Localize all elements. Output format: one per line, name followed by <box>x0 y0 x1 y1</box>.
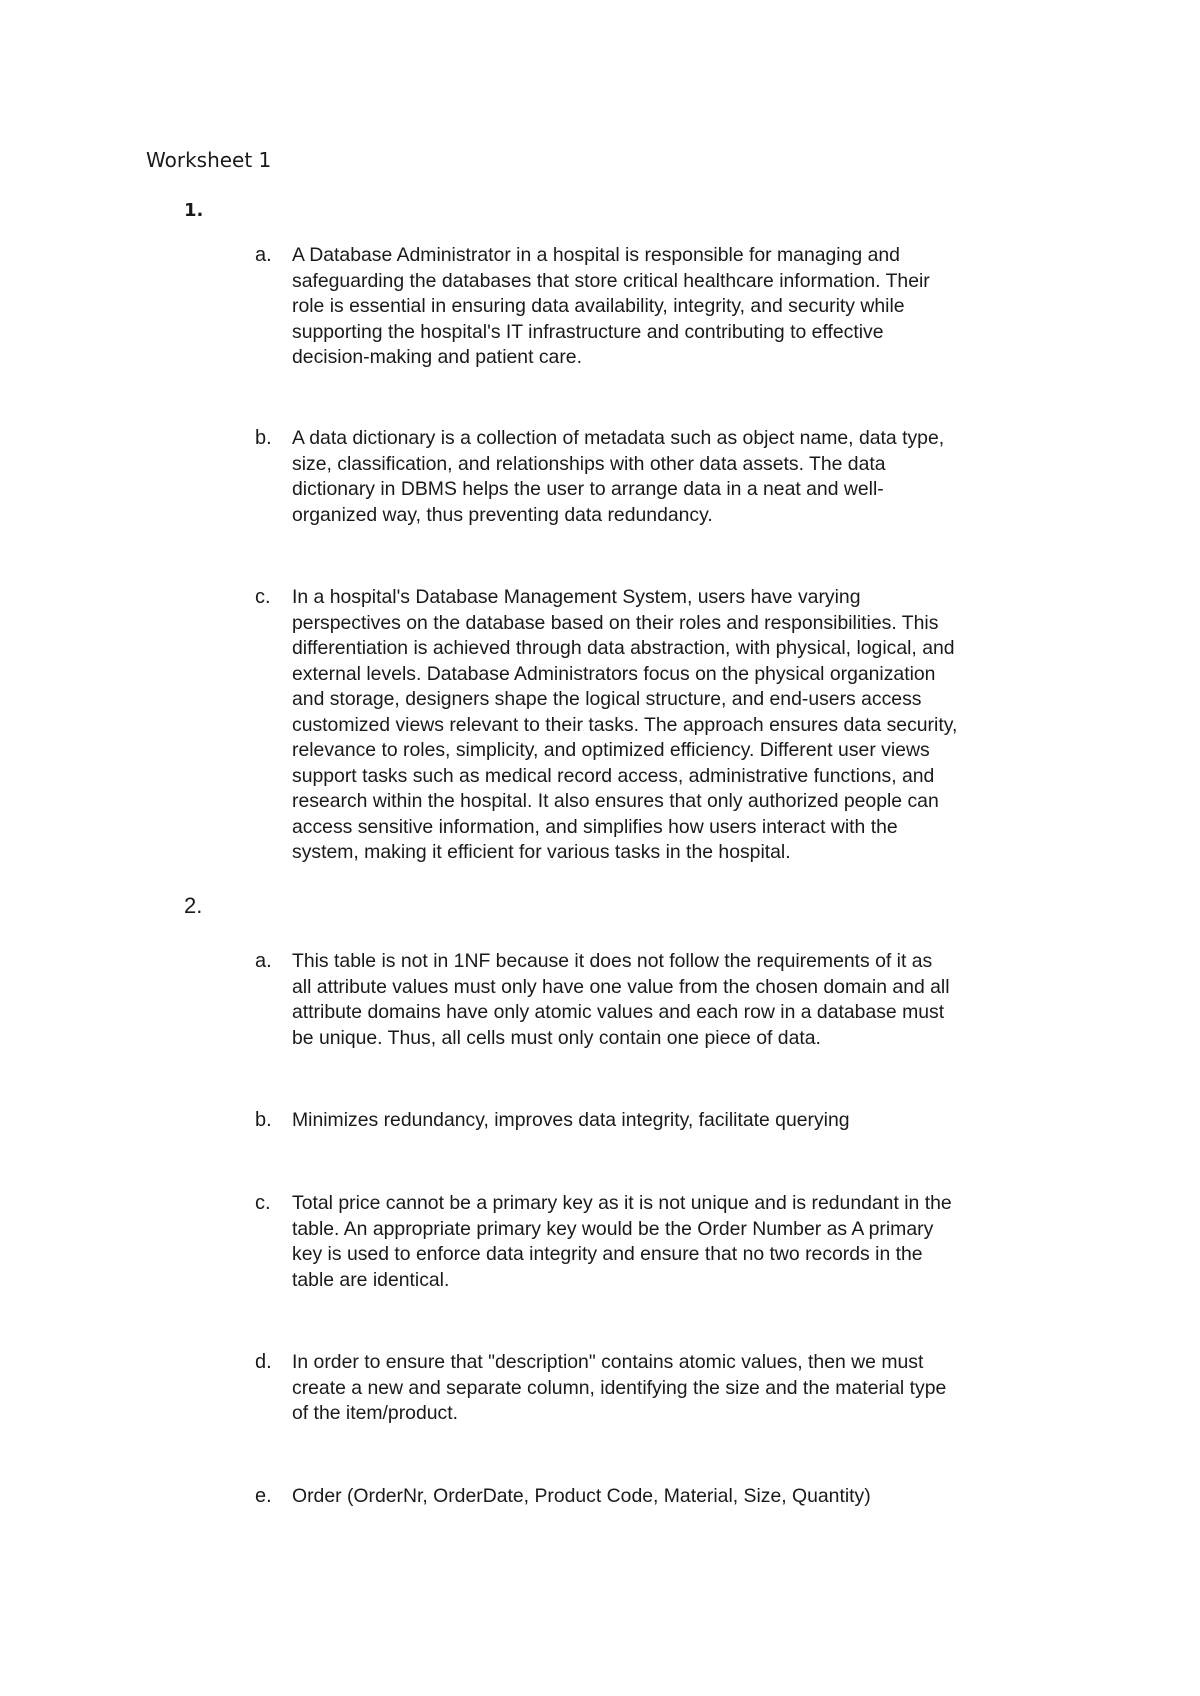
page-title: Worksheet 1 <box>146 148 272 172</box>
question-2-number: 2. <box>184 893 203 918</box>
answer-2e <box>255 1484 1075 1510</box>
answer-text: In a hospital's Database Management System, users have varying perspectives on the database based on their roles and responsibilities. This differentiation is achieved through data abstraction, with physical, logical, and external levels. Database Administrators focus on the physical organization and storage, designers shape the logical structure, and end-users access customized views relevant to their tasks. The approach ensures data security, relevance to roles, simplicity, and optimized efficiency. Different user views support tasks such as medical record access, administrative functions, and research within the hospital. It also ensures that only authorized people can access sensitive information, and simplifies how users interact with the system, making it efficient for various tasks in the hospital. <box>292 586 958 863</box>
answer-letter: e. <box>255 1485 272 1507</box>
answer-2d <box>255 1350 1075 1427</box>
answer-2a <box>255 949 1075 1051</box>
answer-text: A Database Administrator in a hospital is responsible for managing and safeguarding the databases that store critical healthcare information. Their role is essential in ensuring data availability, integrity, and security while supporting the hospital's IT infrastructure and contributing to effective decision-making and patient care. <box>292 244 930 368</box>
answer-1b <box>255 426 1075 528</box>
answer-text: Minimizes redundancy, improves data integrity, facilitate querying <box>292 1109 850 1131</box>
answer-2c <box>255 1191 1075 1293</box>
answer-text: Order (OrderNr, OrderDate, Product Code, Material, Size, Quantity) <box>292 1485 871 1507</box>
answer-letter: d. <box>255 1351 272 1373</box>
answer-text: In order to ensure that "description" contains atomic values, then we must create a new and separate column, identifying the size and the material type of the item/product. <box>292 1351 947 1424</box>
answer-letter: c. <box>255 586 271 608</box>
answer-letter: b. <box>255 1109 272 1131</box>
answer-text: A data dictionary is a collection of metadata such as object name, data type, size, classification, and relationships with other data assets. The data dictionary in DBMS helps the user to arrange data in a neat and well- organized way, thus preventing data redundancy. <box>292 427 945 526</box>
answer-1c <box>255 585 1075 866</box>
answer-1a <box>255 243 1075 371</box>
answer-letter: c. <box>255 1192 271 1214</box>
answer-text: Total price cannot be a primary key as it is not unique and is redundant in the table. An appropriate primary key would be the Order Number as A primary key is used to enforce data integrity and ensure that no two records in the table are identical. <box>292 1192 952 1291</box>
question-1-number: 1. <box>184 200 204 221</box>
answer-letter: b. <box>255 427 272 449</box>
answer-2b <box>255 1108 1075 1134</box>
answer-letter: a. <box>255 950 272 972</box>
answer-text: This table is not in 1NF because it does not follow the requirements of it as all attribute values must only have one value from the chosen domain and all attribute domains have only atomic values and each row in a database must be unique. Thus, all cells must only contain one piece of data. <box>292 950 950 1049</box>
answer-letter: a. <box>255 244 272 266</box>
